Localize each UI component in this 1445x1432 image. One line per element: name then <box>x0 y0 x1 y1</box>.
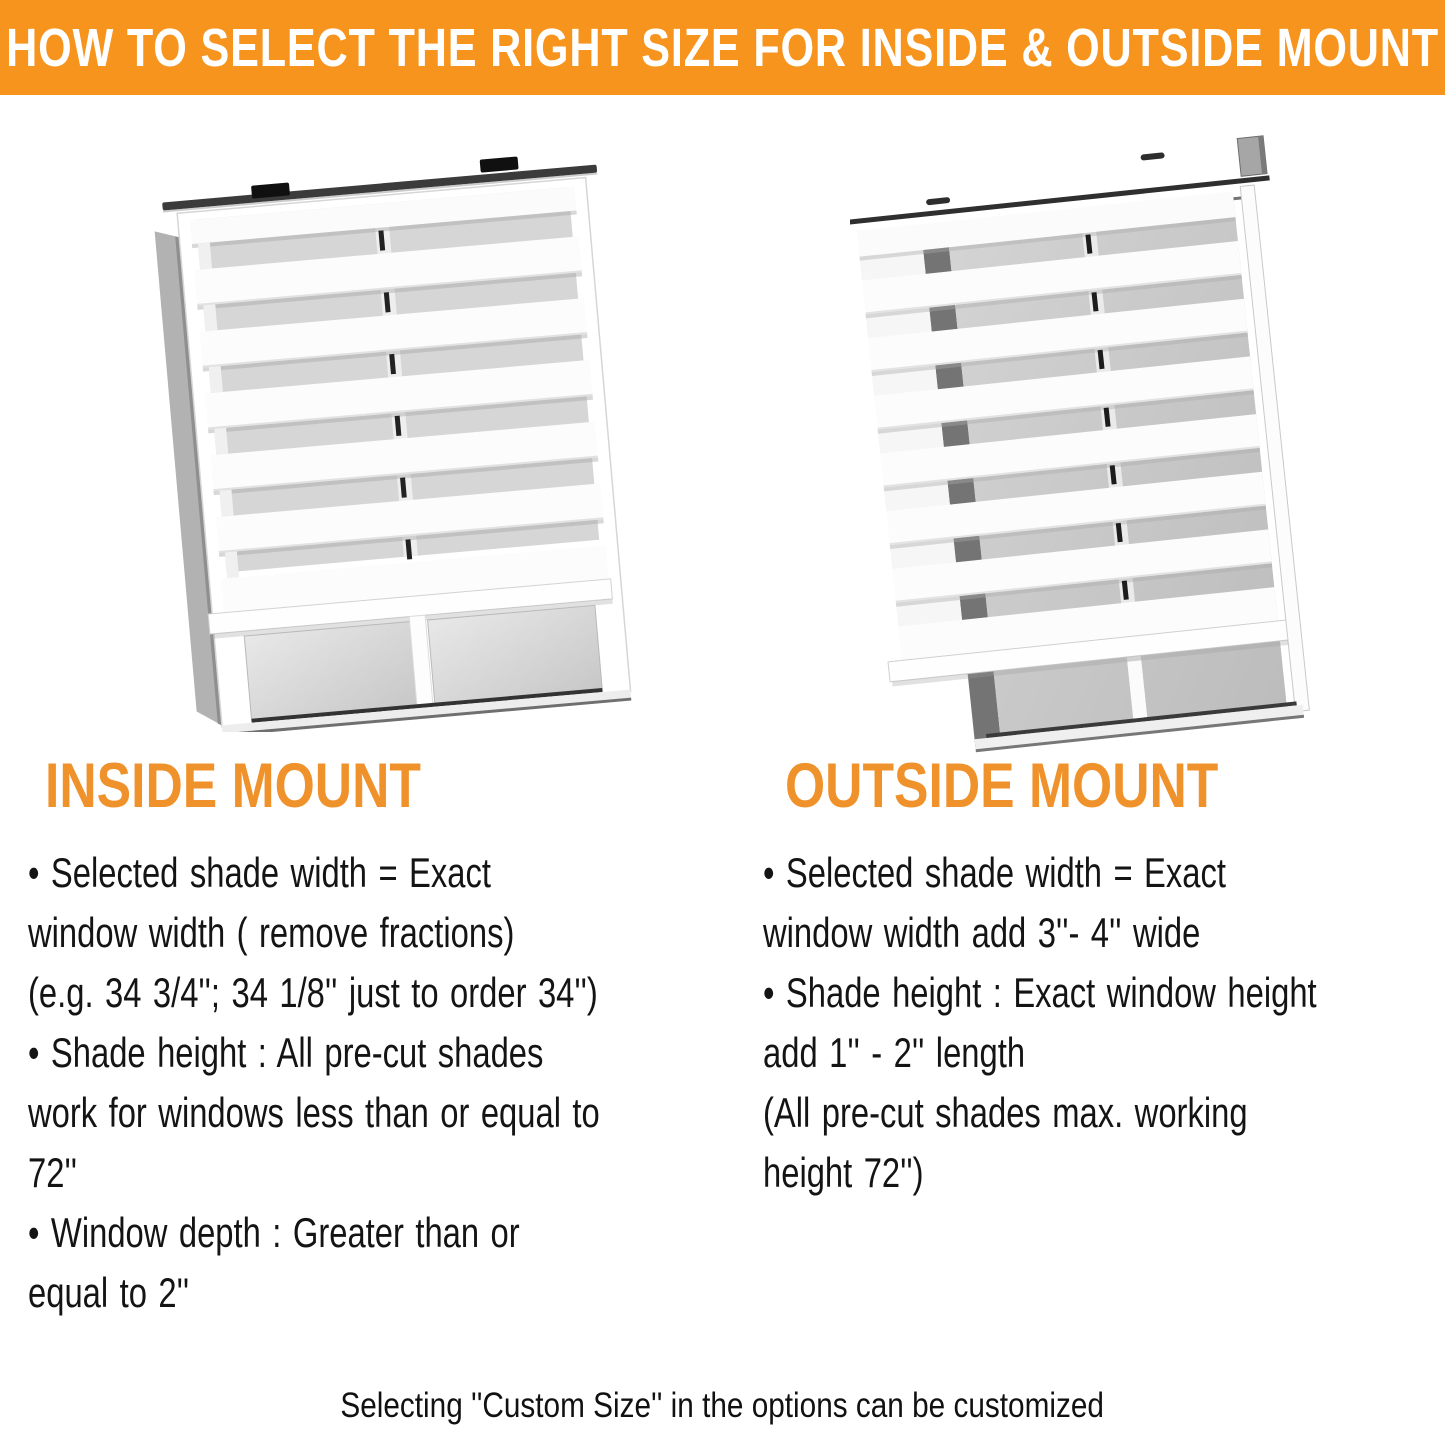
banner <box>0 0 1445 95</box>
spec-line: • Shade height : All pre-cut shades <box>28 1029 544 1076</box>
spec-line: (e.g. 34 3/4''; 34 1/8'' just to order 34'') <box>28 969 598 1016</box>
spec-line: window width ( remove fractions) <box>28 909 515 956</box>
banner-title: HOW TO SELECT THE RIGHT SIZE FOR INSIDE & OUTSIDE MOUNT <box>6 17 1439 78</box>
inside-mount-heading: INSIDE MOUNT <box>45 751 421 821</box>
spec-line: equal to 2'' <box>28 1269 190 1316</box>
outside-mount-window-graphic <box>850 122 1320 767</box>
spec-line: work for windows less than or equal to <box>28 1089 600 1136</box>
wall-screw-mark-icon <box>926 197 950 205</box>
zebra-shade <box>850 190 1288 686</box>
footer-note-text: Selecting ''Custom Size'' in the options can be customized <box>340 1386 1105 1425</box>
footer-note <box>0 1386 1445 1426</box>
spec-line: 72'' <box>28 1149 77 1196</box>
inside-mount-window-graphic <box>135 132 635 732</box>
spec-line: • Selected shade width = Exact <box>28 849 491 896</box>
mounting-bracket-icon <box>480 156 519 172</box>
spec-line: (All pre-cut shades max. working <box>763 1089 1248 1136</box>
spec-line: add 1'' - 2'' length <box>763 1029 1026 1076</box>
outside-mount-heading: OUTSIDE MOUNT <box>785 751 1219 821</box>
spec-line: • Window depth : Greater than or <box>28 1209 520 1256</box>
mounting-bracket-icon <box>1237 136 1267 177</box>
outside-mount-specs <box>763 843 1445 1203</box>
wall-screw-mark-icon <box>1140 152 1164 160</box>
inside-mount-illustration <box>135 132 635 732</box>
spec-line: • Shade height : Exact window height <box>763 969 1317 1016</box>
inside-mount-specs <box>28 843 728 1323</box>
spec-line: height 72'') <box>763 1149 924 1196</box>
spec-line: • Selected shade width = Exact <box>763 849 1226 896</box>
spec-line: window width add 3''- 4'' wide <box>763 909 1201 956</box>
outside-mount-illustration <box>850 122 1320 767</box>
